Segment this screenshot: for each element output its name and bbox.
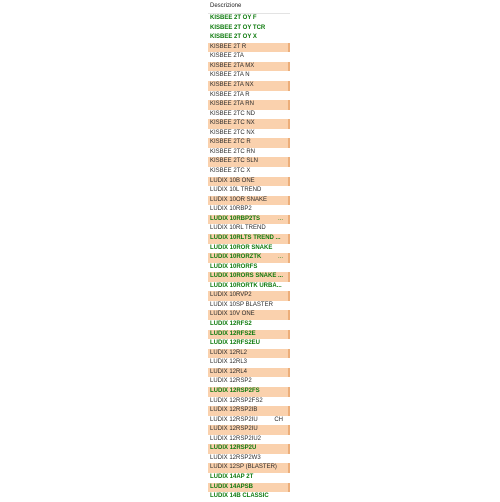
- row-label: LUDIX 10ROR SNAKE: [210, 244, 273, 251]
- table-row[interactable]: [208, 119, 290, 129]
- row-label: LUDIX 12RSP2FS2: [210, 397, 263, 404]
- table-row[interactable]: [208, 234, 290, 244]
- row-label: LUDIX 12RSP2W3: [210, 454, 261, 461]
- row-label: LUDIX 10L TREND: [210, 187, 262, 194]
- row-label: KISBEE 2TA MX: [210, 62, 255, 69]
- row-label: LUDIX 12RL3: [210, 359, 248, 366]
- row-label: LUDIX 12RSP2IU: [210, 416, 258, 423]
- table-row[interactable]: [208, 492, 290, 502]
- table-row[interactable]: [208, 406, 290, 416]
- row-suffix: ...: [277, 215, 283, 222]
- table-row[interactable]: [208, 81, 290, 91]
- column-header-descrizione[interactable]: Descrizione: [208, 0, 290, 14]
- row-label: LUDIX 12RFS2E: [210, 330, 256, 337]
- row-label: LUDIX 10B ONE: [210, 177, 255, 184]
- row-label: KISBEE 2TC ND: [210, 110, 256, 117]
- row-label: LUDIX 12RL2: [210, 349, 248, 356]
- row-suffix: ...: [277, 254, 283, 261]
- row-label: KISBEE 2TA RN: [210, 101, 254, 108]
- row-label: LUDIX 10V ONE: [210, 311, 255, 318]
- row-label: LUDIX 10RBP2: [210, 206, 252, 213]
- row-label: LUDIX 10OR SNAKE: [210, 196, 268, 203]
- table-row[interactable]: [208, 454, 290, 464]
- row-label: KISBEE 2TC SLN: [210, 158, 259, 165]
- row-label: LUDIX 10RORTK URBA...: [210, 282, 282, 289]
- table-row[interactable]: [208, 205, 290, 215]
- table-row[interactable]: [208, 24, 290, 34]
- row-label: LUDIX 12RSP2U: [210, 445, 257, 452]
- table-row[interactable]: [208, 330, 290, 340]
- row-label: KISBEE 2TC NX: [210, 120, 255, 127]
- table-row[interactable]: [208, 71, 290, 81]
- table-row[interactable]: [208, 157, 290, 167]
- table-row[interactable]: [208, 444, 290, 454]
- row-label: KISBEE 2T OY F: [210, 15, 257, 21]
- row-label: LUDIX 10SP BLASTER: [210, 301, 273, 308]
- row-label: LUDIX 10RORS SNAKE ...: [210, 273, 284, 280]
- table-row[interactable]: [208, 368, 290, 378]
- row-label: KISBEE 2TA NX: [210, 81, 254, 88]
- row-label: LUDIX 12RFS2: [210, 321, 252, 327]
- table-row[interactable]: [208, 282, 290, 292]
- table-row[interactable]: [208, 186, 290, 196]
- table-row[interactable]: [208, 33, 290, 43]
- row-label: LUDIX 12RFS2EU: [210, 340, 261, 347]
- table-row[interactable]: [208, 253, 290, 263]
- table-row[interactable]: [208, 425, 290, 435]
- row-label: KISBEE 2TA R: [210, 91, 250, 98]
- table-row[interactable]: [208, 110, 290, 120]
- table-row[interactable]: [208, 43, 290, 53]
- table-row[interactable]: [208, 301, 290, 311]
- row-suffix: CH: [274, 416, 283, 423]
- row-label: KISBEE 2TA: [210, 53, 244, 60]
- row-label: KISBEE 2T OY TCR: [210, 24, 266, 31]
- row-label: KISBEE 2T R: [210, 43, 247, 50]
- table-row[interactable]: [208, 52, 290, 62]
- row-label: KISBEE 2TC X: [210, 168, 251, 174]
- row-label: LUDIX 10RVP2: [210, 292, 252, 299]
- table-row[interactable]: [208, 310, 290, 320]
- row-label: LUDIX 12SP (BLASTER): [210, 464, 277, 471]
- table-row[interactable]: [208, 224, 290, 234]
- table-row[interactable]: [208, 397, 290, 407]
- table-row[interactable]: [208, 463, 290, 473]
- table-row[interactable]: [208, 196, 290, 206]
- row-label: LUDIX 12RSP2IB: [210, 407, 258, 414]
- row-label: LUDIX 14AP 2T: [210, 474, 254, 480]
- description-table: [208, 0, 290, 500]
- table-row[interactable]: [208, 320, 290, 330]
- table-row[interactable]: [208, 244, 290, 254]
- table-row[interactable]: [208, 148, 290, 158]
- row-label: LUDIX 12RSP2: [210, 378, 252, 385]
- table-row[interactable]: [208, 167, 290, 177]
- row-label: KISBEE 2TC NX: [210, 129, 255, 136]
- table-row[interactable]: [208, 263, 290, 273]
- table-row[interactable]: [208, 349, 290, 359]
- row-label: LUDIX 10RL TREND: [210, 225, 266, 232]
- table-row[interactable]: [208, 291, 290, 301]
- table-row[interactable]: [208, 473, 290, 483]
- row-label: KISBEE 2TA N: [210, 72, 250, 79]
- row-label: LUDIX 10RBP2TS: [210, 215, 261, 222]
- row-label: LUDIX 10RLTS TREND ...: [210, 234, 281, 241]
- table-row[interactable]: [208, 62, 290, 72]
- table-row[interactable]: [208, 138, 290, 148]
- table-row[interactable]: [208, 387, 290, 397]
- table-row[interactable]: [208, 377, 290, 387]
- row-label: KISBEE 2TC R: [210, 139, 251, 146]
- row-label: LUDIX 12RSP2FS: [210, 387, 260, 394]
- table-row[interactable]: [208, 177, 290, 187]
- table-row[interactable]: [208, 215, 290, 225]
- table-row[interactable]: [208, 272, 290, 282]
- row-label: KISBEE 2T OY X: [210, 34, 257, 41]
- table-body: [208, 14, 290, 502]
- row-label: LUDIX 14B CLASSIC: [210, 493, 269, 500]
- table-row[interactable]: [208, 358, 290, 368]
- row-label: LUDIX 12RSP2IU2: [210, 435, 262, 442]
- table-row[interactable]: [208, 416, 290, 426]
- row-label: LUDIX 10RORZTK: [210, 254, 262, 261]
- row-label: LUDIX 14APSB: [210, 483, 254, 490]
- table-row[interactable]: [208, 91, 290, 101]
- table-row[interactable]: [208, 435, 290, 445]
- row-label: LUDIX 12RL4: [210, 368, 248, 375]
- table-row[interactable]: [208, 483, 290, 493]
- table-row[interactable]: [208, 100, 290, 110]
- table-row[interactable]: [208, 339, 290, 349]
- table-row[interactable]: [208, 129, 290, 139]
- row-label: KISBEE 2TC RN: [210, 148, 256, 155]
- row-label: LUDIX 12RSP2IU: [210, 426, 258, 433]
- table-row[interactable]: [208, 14, 290, 24]
- row-label: LUDIX 10RORFS: [210, 263, 258, 270]
